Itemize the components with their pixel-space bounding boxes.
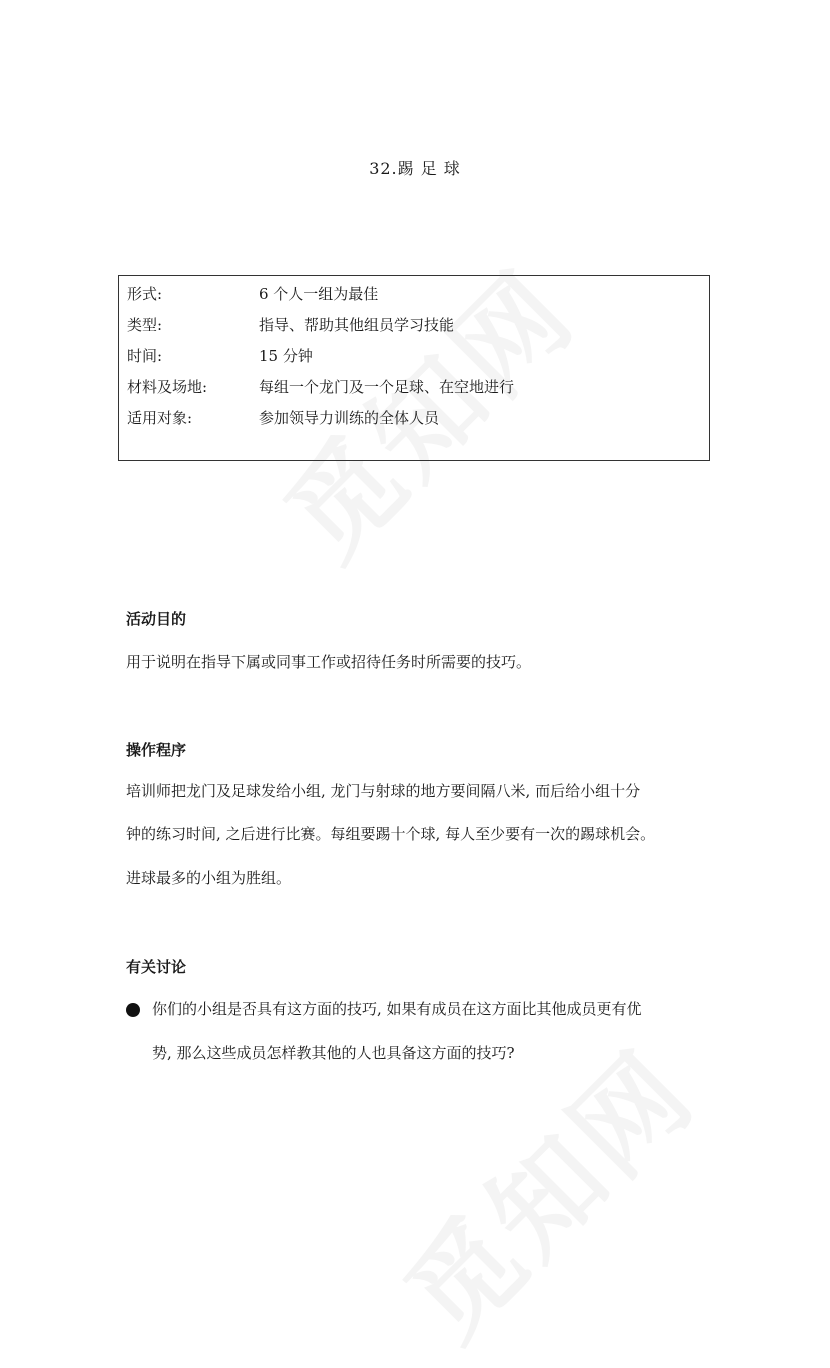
info-label: 材料及场地: [127,378,208,396]
info-row-time [127,346,313,366]
procedure-line: 钟的练习时间, 之后进行比赛。每组要踢十个球, 每人至少要有一次的踢球机会。 [126,825,656,843]
section-heading-procedure: 操作程序 [126,741,187,759]
procedure-line: 培训师把龙门及足球发给小组, 龙门与射球的地方要间隔八米, 而后给小组十分 [126,782,641,800]
info-row-type [127,315,454,335]
info-row-materials [127,377,514,397]
info-label: 类型: [127,316,163,334]
info-value: 15 分钟 [259,347,313,365]
info-label: 时间: [127,347,163,365]
info-label: 形式: [127,285,163,303]
info-table [118,275,710,461]
section-heading-discussion: 有关讨论 [126,958,187,976]
procedure-line: 进球最多的小组为胜组。 [126,869,292,887]
info-label: 适用对象: [127,409,193,427]
purpose-text: 用于说明在指导下属或同事工作或招待任务时所需要的技巧。 [126,653,532,671]
discussion-line: 你们的小组是否具有这方面的技巧, 如果有成员在这方面比其他成员更有优 [152,1000,642,1018]
info-value: 每组一个龙门及一个足球、在空地进行 [259,378,515,396]
info-value: 参加领导力训练的全体人员 [259,409,440,427]
watermark [365,1010,723,1368]
info-row-audience [127,408,439,428]
page-title: 32.踢 足 球 [369,159,461,178]
section-heading-purpose: 活动目的 [126,610,187,628]
discussion-line: 势, 那么这些成员怎样教其他的人也具备这方面的技巧? [152,1044,515,1062]
bullet-dot [126,1003,140,1017]
info-row-format [127,284,378,304]
info-value: 6 个人一组为最佳 [259,285,379,303]
info-value: 指导、帮助其他组员学习技能 [259,316,455,334]
